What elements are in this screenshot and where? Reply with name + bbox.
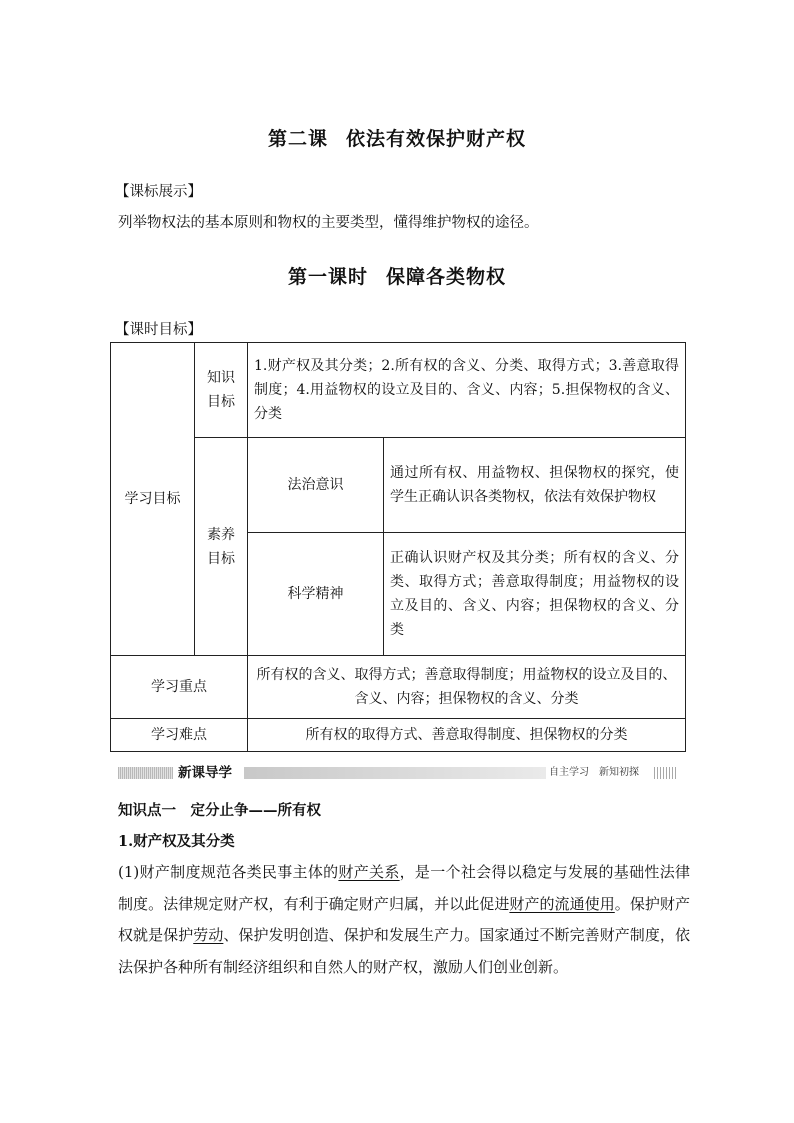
underlined-term: 劳动 xyxy=(193,926,224,944)
curriculum-text: 列举物权法的基本原则和物权的主要类型，懂得维护物权的途径。 xyxy=(118,215,539,231)
knowledge-point-heading: 知识点一 定分止争——所有权 xyxy=(118,802,321,819)
knowledge-point-subheading: 1.财产权及其分类 xyxy=(118,833,235,850)
literacy-label-line2: 目标 xyxy=(207,550,235,567)
underlined-term: 财产的流通使用 xyxy=(509,894,615,913)
paragraph-text: 。保护财产权就是保护 xyxy=(118,894,690,944)
literacy-item-content: 通过所有权、用益物权、担保物权的探究，使学生正确认识各类物权，依法有效保护物权 xyxy=(384,438,686,533)
session-title xyxy=(0,262,794,289)
objectives-label: 【课时目标】 xyxy=(115,322,202,338)
table-row xyxy=(111,656,686,719)
lesson-number: 第二课 xyxy=(267,128,328,150)
lesson-title xyxy=(0,124,794,151)
section-banner xyxy=(118,764,676,782)
literacy-item-name: 科学精神 xyxy=(248,533,384,656)
session-name: 保障各类物权 xyxy=(386,266,507,288)
banner-subtitle xyxy=(546,766,652,780)
paragraph-text: ，是一个社会得以稳定与发展的基础性法律制度。法律规定财产权，有利于确定财产归属，并以此促进 xyxy=(118,863,690,913)
difficulties-label: 学习难点 xyxy=(111,719,248,752)
learning-goals-cell: 学习目标 xyxy=(111,343,195,656)
banner-sub2: 新知初探 xyxy=(599,767,639,778)
literacy-item-content: 正确认识财产权及其分类；所有权的含义、分类、取得方式；善意取得制度；用益物权的设立及目的、含义、内容；担保物权的含义、分类 xyxy=(384,533,686,656)
knowledge-goal-label xyxy=(195,343,248,438)
literacy-goal-label xyxy=(195,438,248,656)
table-row xyxy=(111,343,686,438)
knowledge-paragraph xyxy=(118,857,690,983)
key-points-content: 所有权的含义、取得方式；善意取得制度；用益物权的设立及目的、含义、内容；担保物权的含义、分类 xyxy=(248,656,686,719)
difficulties-content: 所有权的取得方式、善意取得制度、担保物权的分类 xyxy=(248,719,686,752)
table-row xyxy=(111,719,686,752)
lesson-name: 依法有效保护财产权 xyxy=(346,128,527,150)
banner-title: 新课导学 xyxy=(178,765,232,781)
key-points-label: 学习重点 xyxy=(111,656,248,719)
knowledge-label-line1: 知识 xyxy=(207,370,235,386)
knowledge-goal-content: 1.财产权及其分类；2.所有权的含义、分类、取得方式；3.善意取得制度；4.用益物权的设立及目的、含义、内容；5.担保物权的含义、分类 xyxy=(248,343,686,438)
paragraph-text: (1)财产制度规范各类民事主体的 xyxy=(118,863,339,881)
banner-left-stripe xyxy=(118,767,173,779)
literacy-item-name: 法治意识 xyxy=(248,438,384,533)
banner-right-stripe xyxy=(654,767,676,779)
curriculum-label: 【课标展示】 xyxy=(115,184,202,200)
literacy-label-line1: 素养 xyxy=(207,526,235,543)
banner-sub1: 自主学习 xyxy=(549,767,589,778)
table-row xyxy=(111,438,686,533)
objectives-table xyxy=(110,342,686,752)
underlined-term: 财产关系 xyxy=(338,863,400,881)
paragraph-text: 、保护发明创造、保护和发展生产力。国家通过不断完善财产制度，依法保护各种所有制经济组织和自然人的财产权，激励人们创业创新。 xyxy=(118,926,690,976)
session-number: 第一课时 xyxy=(287,266,368,288)
knowledge-label-line2: 目标 xyxy=(207,394,235,410)
